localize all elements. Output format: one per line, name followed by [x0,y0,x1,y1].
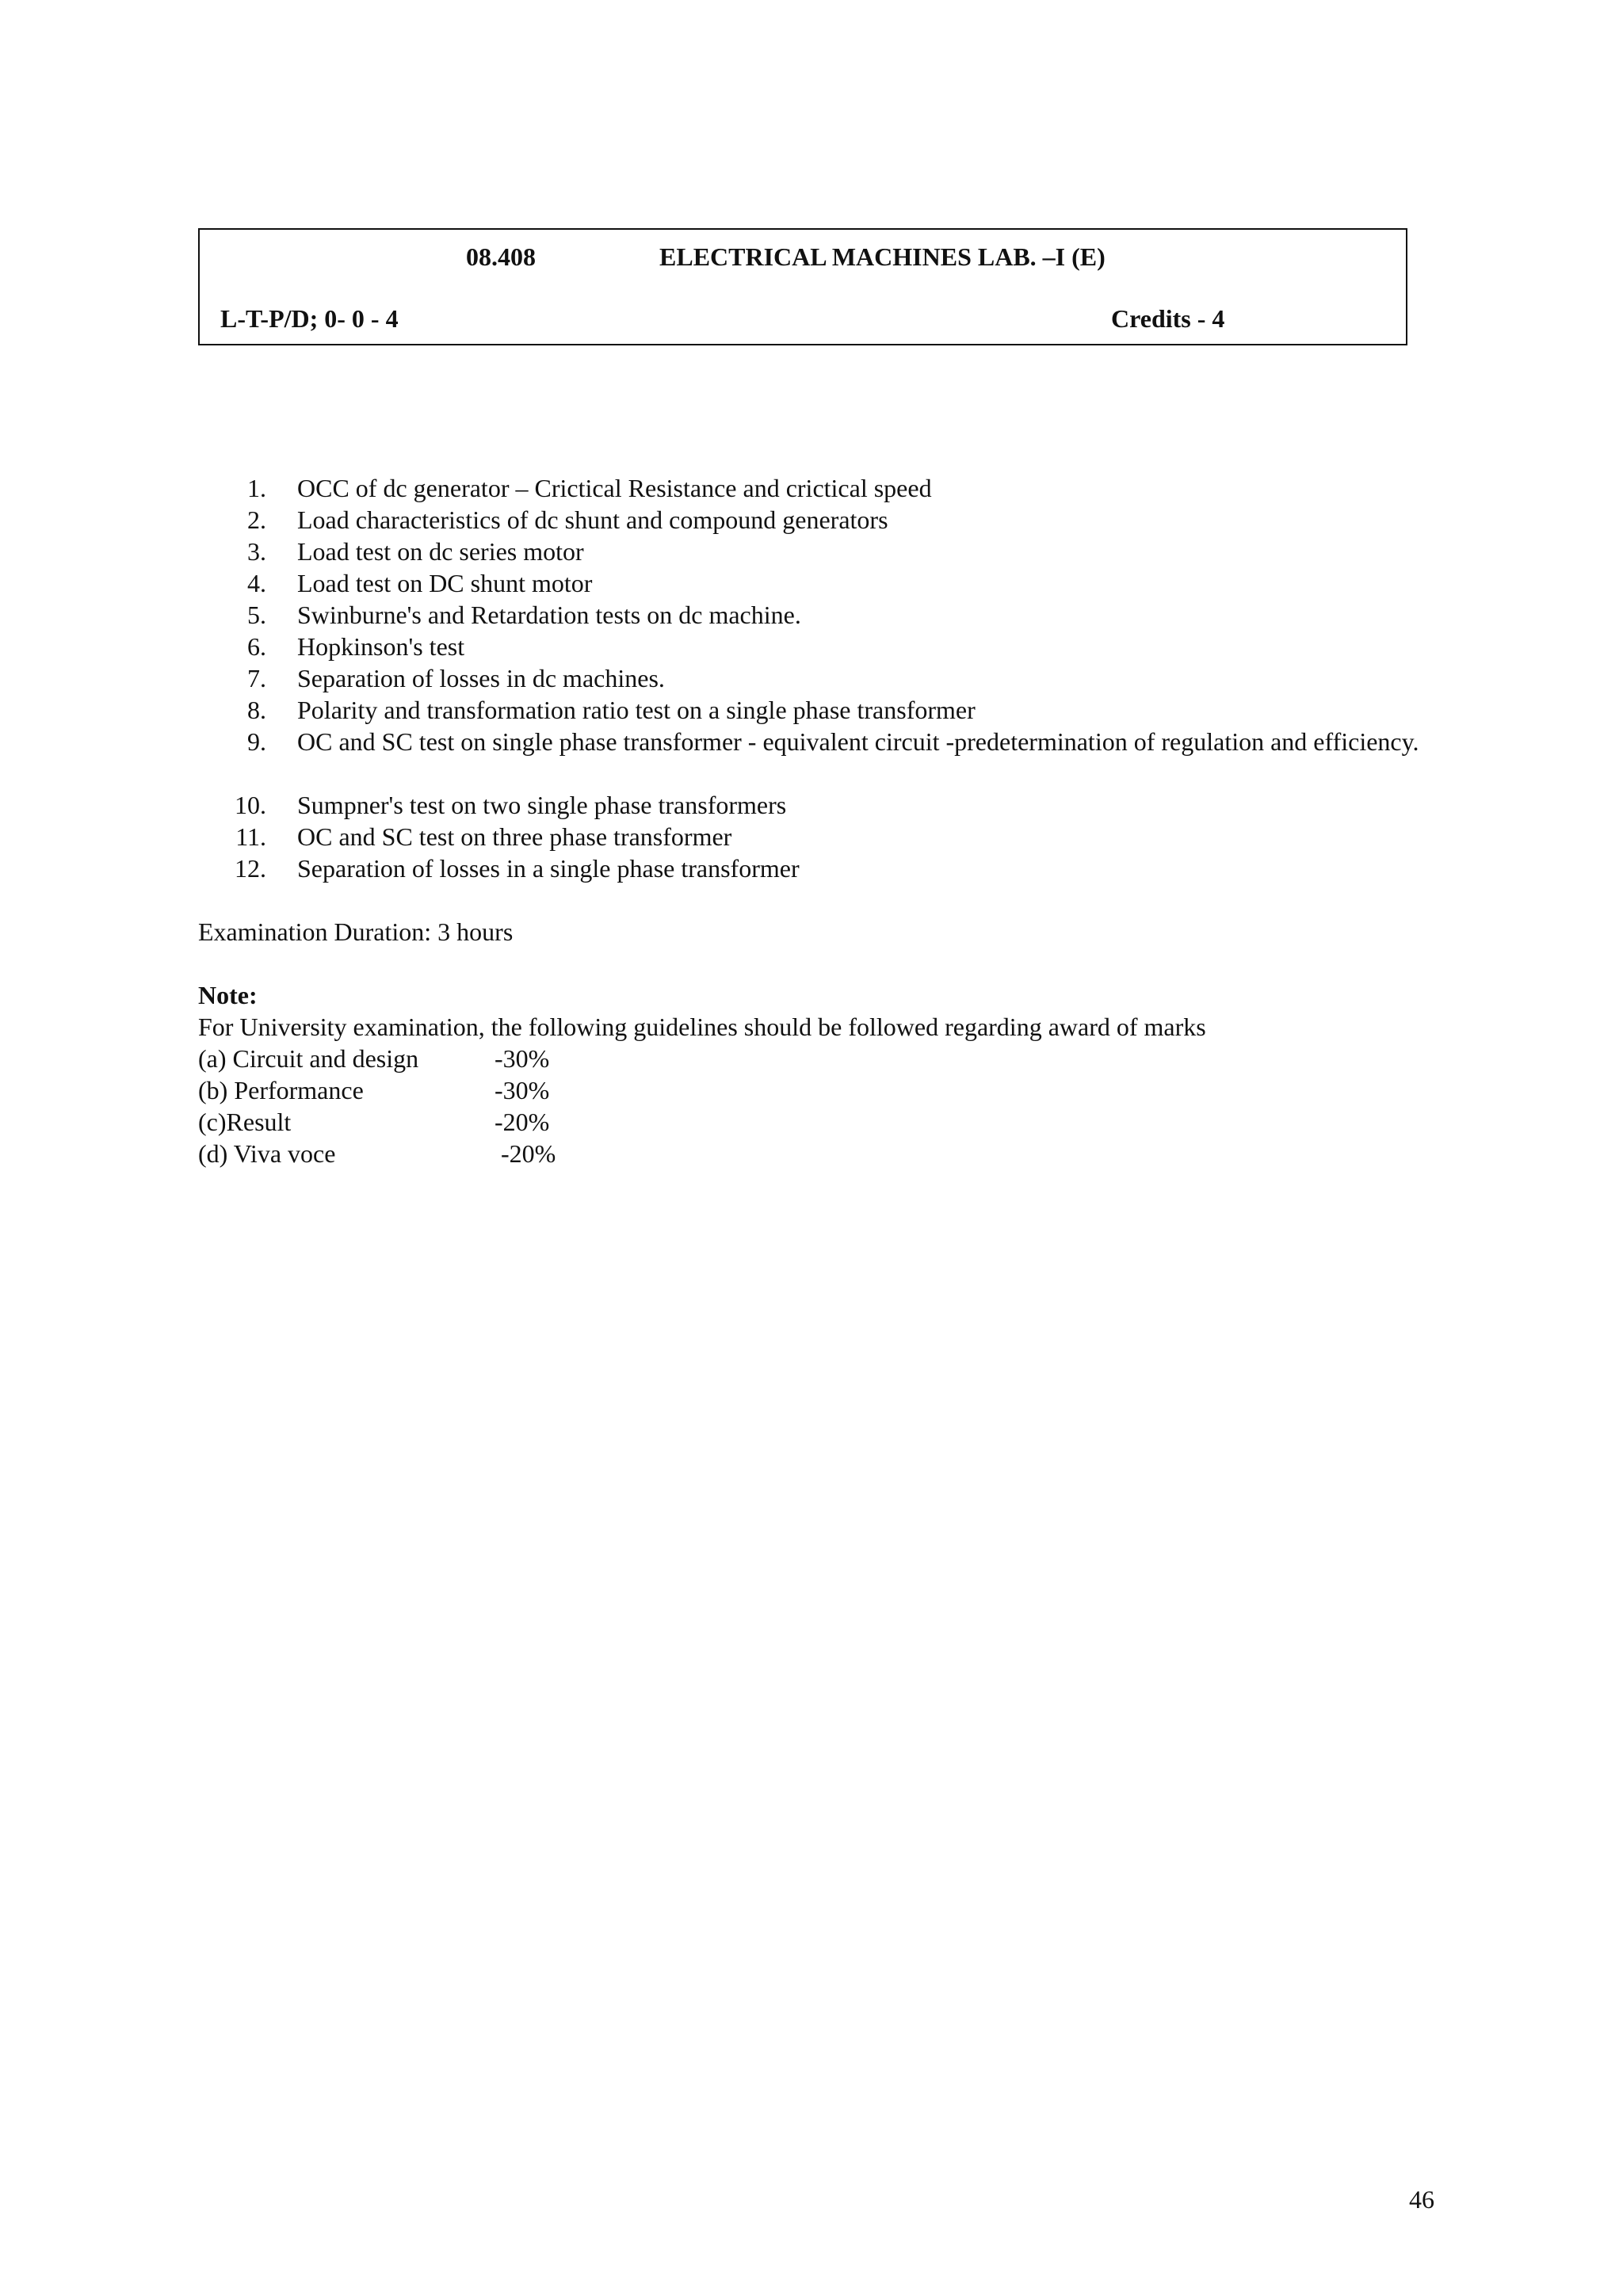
list-item-text: Separation of losses in a single phase transformer [297,854,800,883]
mark-label: (d) Viva voce [198,1139,336,1168]
list-item-text: Separation of losses in dc machines. [297,664,665,692]
list-item-number: 1. [247,474,266,502]
list-item-number: 11. [235,822,266,851]
list-item-text: Swinburne's and Retardation tests on dc machine. [297,601,801,629]
list-item [198,1106,674,1138]
mark-label: (a) Circuit and design [198,1044,419,1073]
mark-percentage: -20% [501,1139,556,1168]
mark-label: (c)Result [198,1108,292,1136]
list-item-number: 8. [247,696,266,724]
list-item [0,821,1623,852]
list-item [0,599,1623,631]
course-credits: Credits - 4 [1111,304,1225,333]
mark-label: (b) Performance [198,1076,364,1104]
ltp-hours: L-T-P/D; 0- 0 - 4 [220,304,399,333]
mark-percentage: -30% [495,1076,550,1104]
list-item-number: 12. [235,854,266,883]
list-item-text: Load test on dc series motor [297,537,584,566]
page-number: 46 [1409,2185,1434,2214]
list-item [0,472,1623,504]
list-item-number: 3. [247,537,266,566]
list-item-text: OC and SC test on single phase transformer - equivalent circuit -predetermination of regulation and efficiency. [297,727,1419,756]
list-item [0,852,1623,884]
list-item [198,1043,674,1074]
list-item-text: Hopkinson's test [297,632,465,661]
list-item-text: Load test on DC shunt motor [297,569,593,597]
list-item [0,662,1623,694]
note-text: For University examination, the following guidelines should be followed regarding award of marks [198,1013,1206,1041]
list-item-text: Sumpner's test on two single phase transformers [297,791,787,819]
list-item-text: OCC of dc generator – Crictical Resistance and crictical speed [297,474,932,502]
list-item [198,1138,674,1169]
list-item-text: Polarity and transformation ratio test on a single phase transformer [297,696,976,724]
list-item [198,1074,674,1106]
list-item [0,631,1623,662]
list-item-text: OC and SC test on three phase transformer [297,822,732,851]
list-item-text: Load characteristics of dc shunt and compound generators [297,505,888,534]
note-heading: Note: [198,981,258,1009]
course-title: ELECTRICAL MACHINES LAB. –I (E) [659,242,1106,271]
list-item-number: 7. [247,664,266,692]
list-item [0,694,1623,726]
list-item [0,726,1623,789]
list-item-number: 2. [247,505,266,534]
marks-breakdown [198,1043,674,1169]
list-item [0,567,1623,599]
course-code: 08.408 [466,242,536,271]
experiment-list [0,472,1623,884]
list-item-number: 5. [247,601,266,629]
mark-percentage: -30% [495,1044,550,1073]
list-item [0,504,1623,536]
mark-percentage: -20% [495,1108,550,1136]
list-item-number: 10. [235,791,266,819]
list-item [0,536,1623,567]
list-item-number: 4. [247,569,266,597]
exam-duration: Examination Duration: 3 hours [198,917,514,946]
course-header-box [198,228,1407,345]
list-item-number: 9. [247,727,266,756]
list-item [0,789,1623,821]
list-item-number: 6. [247,632,266,661]
